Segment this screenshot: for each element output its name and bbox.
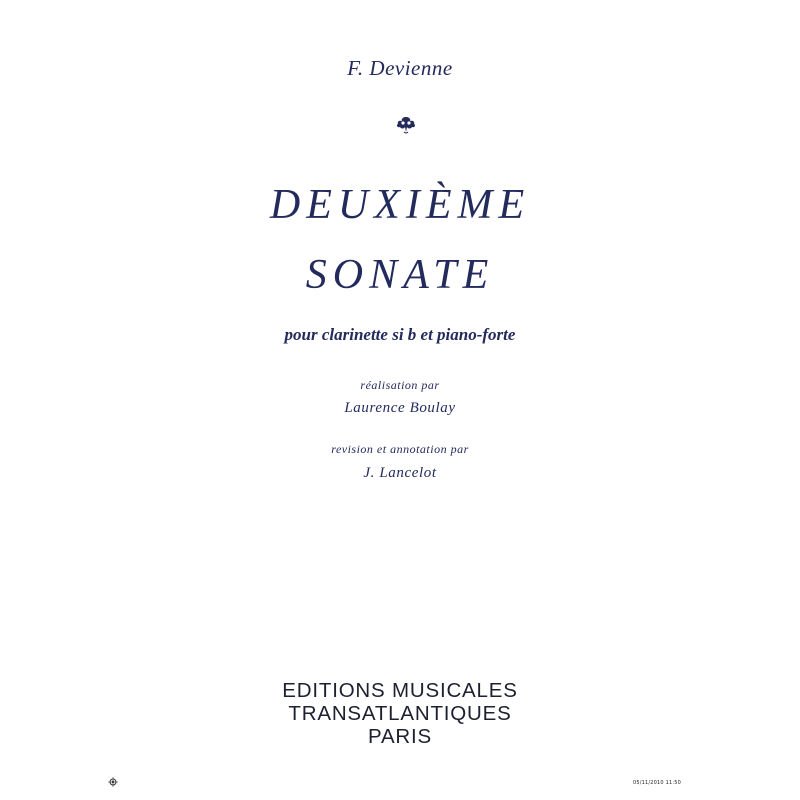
registration-mark-icon xyxy=(108,777,118,787)
realisation-label: réalisation par xyxy=(360,378,440,392)
publisher-line-1: EDITIONS MUSICALES xyxy=(282,679,518,702)
instrumentation-subtitle: pour clarinette si b et piano-forte xyxy=(284,325,516,344)
print-timestamp: 05/11/2010 11:50 xyxy=(633,780,682,786)
title-line-1: DEUXIÈME xyxy=(269,182,531,228)
publisher-line-2: TRANSATLANTIQUES xyxy=(288,702,512,725)
composer-name: F. Devienne xyxy=(347,56,453,80)
title-line-2: SONATE xyxy=(305,252,495,298)
fleuron-ornament-icon xyxy=(395,115,417,135)
revision-name: J. Lancelot xyxy=(363,465,437,481)
publisher-city: PARIS xyxy=(368,725,432,748)
revision-label: revision et annotation par xyxy=(331,442,469,456)
realisation-name: Laurence Boulay xyxy=(344,400,456,416)
